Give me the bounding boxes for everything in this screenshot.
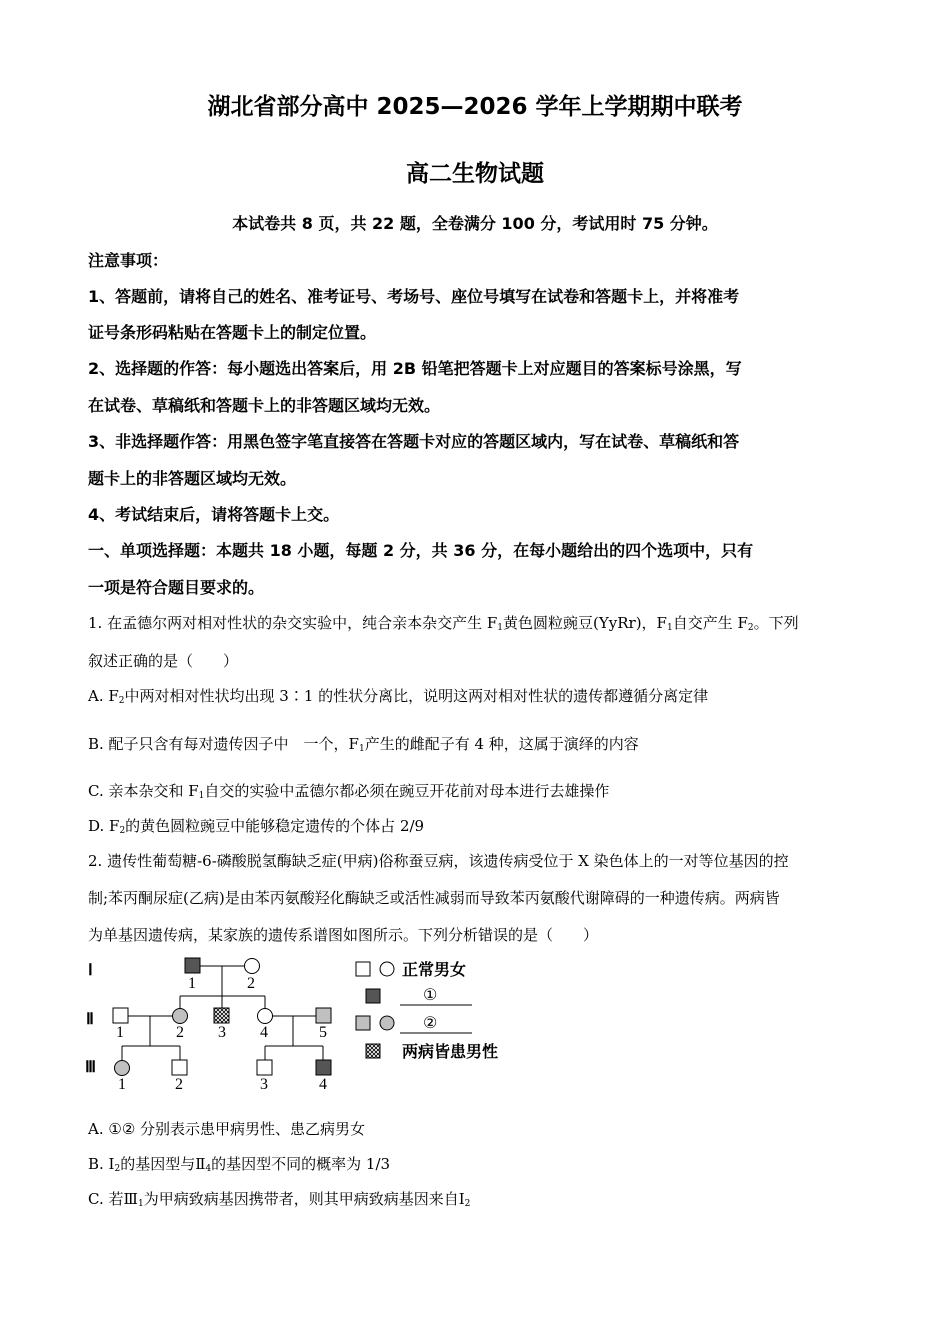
g3-num-1: 1	[118, 1076, 126, 1093]
g3-num-4: 4	[319, 1076, 327, 1093]
legend-normal-label: 正常男女	[402, 960, 467, 979]
g2-4-normal-female	[258, 1009, 273, 1024]
section1-heading-line-2: 一项是符合题目要求的。	[88, 578, 265, 597]
generation-label-1: Ⅰ	[88, 962, 93, 979]
g1-1-affected-male	[185, 958, 200, 973]
g2-1-normal-male	[113, 1008, 128, 1023]
q1-option-c: C. 亲本杂交和 $F_1$自交的实验中孟德尔都必须在豌豆开花前对母本进行去雄操作	[88, 782, 610, 801]
g3-1-affected-female	[115, 1061, 130, 1076]
q1-stem-line-2: 叙述正确的是（ ）	[88, 652, 239, 670]
section1-heading-line-1: 一、单项选择题：本题共 18 小题，每题 2 分，共 36 分，在每小题给出的四个选项中，只有	[88, 541, 754, 560]
note-1-line-2: 证号条形码粘贴在答题卡上的制定位置。	[88, 323, 377, 342]
generation-label-3: Ⅲ	[85, 1059, 97, 1076]
q1-option-a: A. $F_2$中两对相对性状均出现 3∶1 的性状分离比，说明这两对相对性状的遗传都遵循分离定律	[88, 687, 709, 706]
notes-heading: 注意事项：	[88, 251, 169, 270]
g3-num-3: 3	[260, 1076, 268, 1093]
g2-3-both-diseases-male	[214, 1008, 229, 1023]
pedigree-diagram	[80, 948, 530, 1098]
q2-stem-line-1: 2. 遗传性葡萄糖-6-磷酸脱氢酶缺乏症(甲病)俗称蚕豆病，该遗传病受位于 X 染色体上的一对等位基因的控	[88, 852, 789, 870]
exam-subtitle: 高二生物试题	[406, 161, 544, 187]
g3-2-normal-male	[172, 1060, 187, 1075]
q2-stem-line-3: 为单基因遗传病，某家族的遗传系谱图如图所示。下列分析错误的是（ ）	[88, 926, 599, 944]
g1-num-2: 2	[247, 975, 255, 992]
legend-both-icon	[366, 1044, 380, 1058]
g2-num-3: 3	[218, 1024, 226, 1041]
generation-label-2: Ⅱ	[86, 1011, 94, 1028]
exam-title: 湖北省部分高中 2025—2026 学年上学期期中联考	[207, 94, 743, 120]
legend-mark2: ②	[423, 1015, 438, 1032]
legend-mark2-male-icon	[356, 1016, 370, 1030]
g1-2-normal-female	[245, 959, 260, 974]
exam-info: 本试卷共 8 页，共 22 题，全卷满分 100 分，考试用时 75 分钟。	[232, 214, 718, 233]
legend-mark1-icon	[366, 989, 380, 1003]
note-2-line-1: 2、选择题的作答：每小题选出答案后，用 2B 铅笔把答题卡上对应题目的答案标号涂黑，写	[88, 359, 742, 378]
g3-4-affected-male	[316, 1060, 331, 1075]
q1-option-b: B. 配子只含有每对遗传因子中 一个，$F_1$产生的雌配子有 4 种，这属于演绎的内容	[88, 735, 639, 754]
g2-num-1: 1	[116, 1024, 124, 1041]
g2-num-2: 2	[176, 1024, 184, 1041]
g2-2-affected-female	[173, 1009, 188, 1024]
legend-normal-male-icon	[356, 962, 370, 976]
g2-num-4: 4	[260, 1024, 268, 1041]
q2-option-c: C. 若$Ⅲ_1$为甲病致病基因携带者，则其甲病致病基因来自$Ⅰ_2$	[88, 1190, 471, 1209]
note-3-line-2: 题卡上的非答题区域均无效。	[88, 469, 297, 488]
g2-5-affected-male	[316, 1008, 331, 1023]
note-1-line-1: 1、答题前，请将自己的姓名、准考证号、考场号、座位号填写在试卷和答题卡上，并将准考	[88, 287, 740, 306]
q1-option-d: D. $F_2$的黄色圆粒豌豆中能够稳定遗传的个体占 2/9	[88, 817, 425, 836]
legend-both-label: 两病皆患男性	[402, 1042, 499, 1061]
legend-mark1: ①	[423, 987, 438, 1004]
q2-stem-line-2: 制;苯丙酮尿症(乙病)是由苯丙氨酸羟化酶缺乏或活性减弱而导致苯丙氨酸代谢障碍的一种遗传病。两病皆	[88, 889, 780, 907]
q1-stem-line-1: 1. 在孟德尔两对相对性状的杂交实验中，纯合亲本杂交产生 $F_1$黄色圆粒豌豆(YyRr)，$F_1$自交产生 $F_2$。下列	[88, 614, 799, 633]
note-3-line-1: 3、非选择题作答：用黑色签字笔直接答在答题卡对应的答题区域内，写在试卷、草稿纸和答	[88, 432, 740, 451]
g3-3-normal-male	[257, 1060, 272, 1075]
q2-option-b: B. $Ⅰ_2$的基因型与$Ⅱ_4$的基因型不同的概率为 1/3	[88, 1155, 391, 1174]
g1-num-1: 1	[188, 975, 196, 992]
g3-num-2: 2	[175, 1076, 183, 1093]
g2-num-5: 5	[319, 1024, 327, 1041]
note-2-line-2: 在试卷、草稿纸和答题卡上的非答题区域均无效。	[88, 396, 441, 415]
q2-option-a: A. ①② 分别表示患甲病男性、患乙病男女	[88, 1120, 366, 1138]
legend-mark2-female-icon	[380, 1016, 394, 1030]
legend-normal-female-icon	[380, 962, 394, 976]
note-4: 4、考试结束后，请将答题卡上交。	[88, 505, 340, 524]
